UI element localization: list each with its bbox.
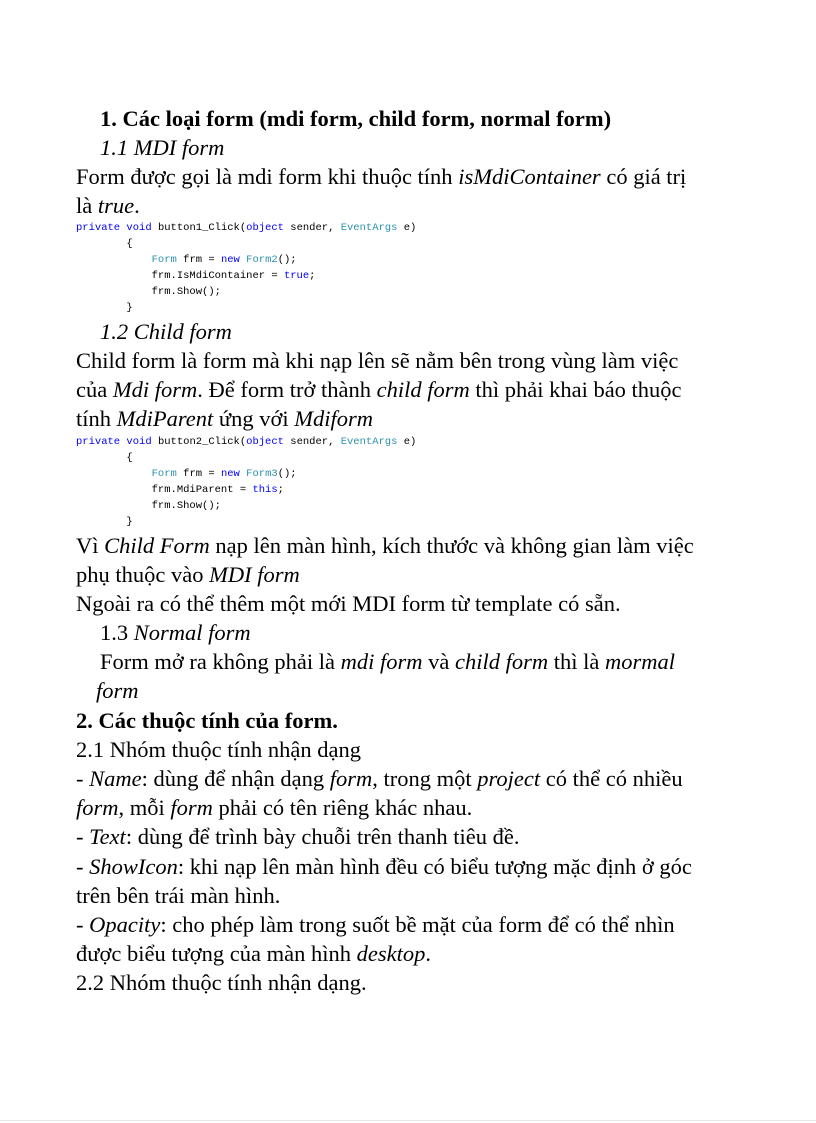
code-block-2 (76, 434, 416, 530)
child-paragraph-line3: tính MdiParent ứng với Mdiform (76, 406, 374, 431)
vi-paragraph-line1: Vì Child Form nạp lên màn hình, kích thước và không gian làm việc (76, 533, 694, 558)
code2-line1: private void button2_Click(object sender, EventArgs e) (76, 436, 417, 448)
vi-paragraph-line2: phụ thuộc vào MDI form (76, 562, 300, 587)
subsection-2-2-title: 2.2 Nhóm thuộc tính nhận dạng. (76, 970, 367, 995)
normal-paragraph-line2: form (96, 678, 139, 703)
page-bottom-edge (0, 1120, 816, 1121)
code2-line3: Form frm = new Form3(); (151, 468, 297, 480)
code2-line4: frm.MdiParent = this; (151, 484, 284, 496)
mdi-paragraph-line1: Form được gọi là mdi form khi thuộc tính isMdiContainer có giá trị (76, 164, 687, 189)
code2-line5: frm.Show(); (151, 500, 221, 512)
subsection-1-1-title: 1.1 MDI form (100, 135, 225, 160)
text-property: - Text: dùng để trình bày chuỗi trên thanh tiêu đề. (76, 824, 520, 849)
code1-line6: } (126, 302, 133, 314)
code2-line6: } (126, 516, 133, 528)
subsection-2-1-title: 2.1 Nhóm thuộc tính nhận dạng (76, 737, 361, 762)
opacity-property-line2: được biểu tượng của màn hình desktop. (76, 941, 431, 966)
code1-line4: frm.IsMdiContainer = true; (151, 270, 316, 282)
code2-line2: { (126, 452, 133, 464)
name-property-line1: - Name: dùng để nhận dạng form, trong một project có thể có nhiều (76, 766, 683, 791)
ngoai-paragraph: Ngoài ra có thể thêm một mới MDI form từ template có sẵn. (76, 591, 621, 616)
code1-line3: Form frm = new Form2(); (151, 254, 297, 266)
opacity-property-line1: - Opacity: cho phép làm trong suốt bề mặt của form để có thể nhìn (76, 912, 675, 937)
showicon-property-line2: trên bên trái màn hình. (76, 883, 281, 908)
normal-paragraph-line1: Form mở ra không phải là mdi form và child form thì là mormal (100, 649, 676, 674)
section1-heading: 1. Các loại form (mdi form, child form, normal form) (100, 106, 612, 131)
showicon-property-line1: - ShowIcon: khi nạp lên màn hình đều có biểu tượng mặc định ở góc (76, 854, 692, 879)
mdi-paragraph-line2: là true. (76, 193, 140, 218)
subsection-1-3-title: 1.3 Normal form (100, 620, 251, 645)
name-property-line2: form, mỗi form phải có tên riêng khác nhau. (76, 795, 473, 820)
subsection-1-2-title: 1.2 Child form (100, 319, 232, 344)
code-block-1 (76, 220, 416, 316)
code1-line2: { (126, 238, 133, 250)
code1-line1: private void button1_Click(object sender, EventArgs e) (76, 222, 417, 234)
child-paragraph-line1: Child form là form mà khi nạp lên sẽ nằm bên trong vùng làm việc (76, 348, 679, 373)
child-paragraph-line2: của Mdi form. Để form trở thành child form thì phải khai báo thuộc (76, 377, 682, 402)
section2-heading: 2. Các thuộc tính của form. (76, 708, 338, 733)
code1-line5: frm.Show(); (151, 286, 221, 298)
